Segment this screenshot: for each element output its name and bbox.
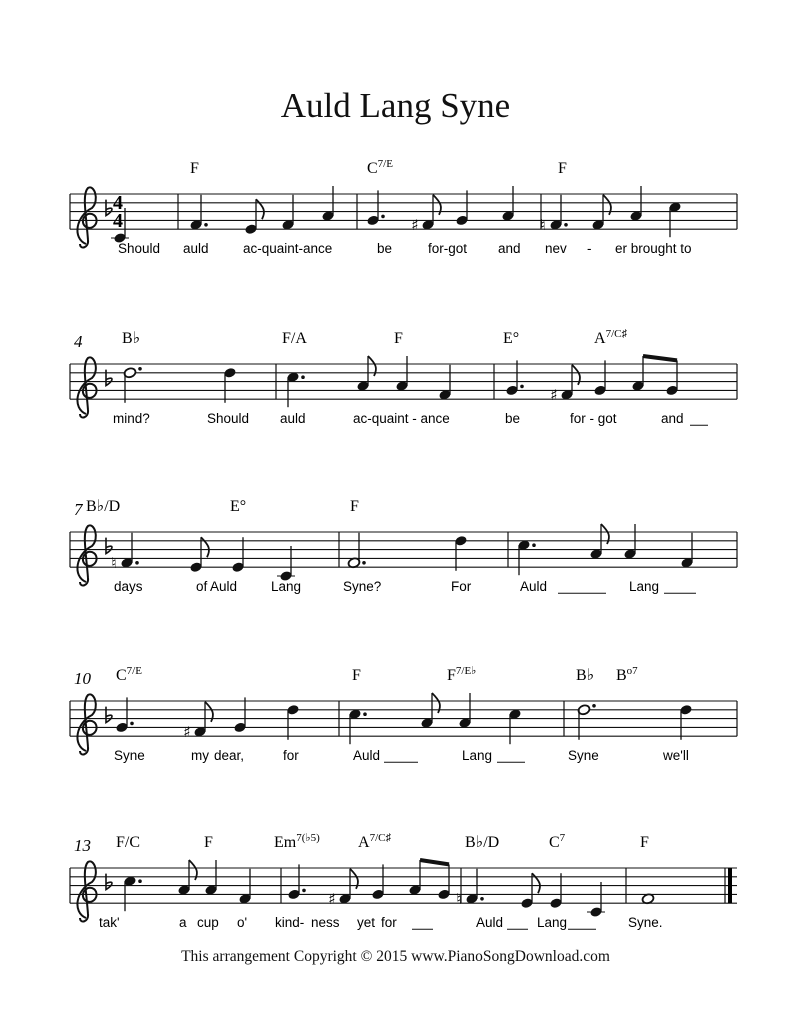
dot — [520, 385, 524, 389]
lyric-syllable: o' — [237, 915, 248, 931]
key-signature-flat-icon — [106, 538, 112, 554]
chord-symbol — [447, 665, 476, 684]
lyric-syllable: and — [498, 241, 521, 257]
chord-root: B♭/D — [86, 498, 121, 515]
lyric-syllable: we'll — [663, 748, 689, 764]
chord-root: F — [352, 667, 361, 684]
lyric-syllable: of — [196, 579, 208, 595]
note-flag — [256, 199, 264, 219]
lyric-syllable: Lang — [537, 915, 568, 931]
copyright-notice: This arrangement Copyright © 2015 www.PianoSongDownload.com — [181, 948, 610, 965]
chord-root: F — [190, 160, 199, 177]
lyric-syllable: Syne. — [628, 915, 663, 931]
staff-system — [70, 328, 737, 426]
dot — [592, 704, 596, 708]
chord-symbol — [358, 832, 391, 851]
lyric-syllable: yet — [357, 915, 376, 931]
dot — [135, 561, 139, 565]
chord-root: F — [394, 330, 403, 347]
lyric-syllable: er brought to — [615, 241, 692, 257]
staff-system — [70, 665, 737, 763]
chord-root: Em — [274, 834, 297, 851]
lyric-syllable: auld — [183, 241, 209, 257]
treble-clef-icon — [77, 694, 96, 754]
treble-clef-icon — [77, 525, 96, 585]
dot — [301, 375, 305, 379]
sharp-icon: ♯ — [411, 215, 419, 234]
treble-clef-icon — [77, 187, 96, 247]
chord-symbol — [640, 834, 649, 851]
chord-root: C — [367, 160, 378, 177]
chord-symbol — [190, 160, 199, 177]
song-title: Auld Lang Syne — [280, 86, 511, 125]
chord-symbol — [549, 832, 566, 851]
chord-root: F — [204, 834, 213, 851]
lyric-syllable: nev — [545, 241, 567, 257]
lyric-syllable: Syne — [114, 748, 145, 764]
chord-extension: 7/E♭ — [455, 665, 477, 677]
chord-root: F/A — [282, 330, 307, 347]
dot — [302, 889, 306, 893]
lyric-syllable: ness — [311, 915, 340, 931]
chord-root: B♭ — [576, 667, 595, 684]
lyric-syllable: days — [114, 579, 143, 595]
lyric-syllable: for — [283, 748, 299, 764]
lyric-syllable: kind- — [275, 915, 305, 931]
chord-symbol — [122, 330, 140, 347]
chord-extension: 7/E — [126, 665, 142, 677]
chord-root: E° — [503, 330, 520, 347]
lyric-syllable: - — [587, 241, 592, 257]
note-beam — [420, 860, 449, 864]
chord-symbol — [86, 498, 120, 515]
chord-symbol — [367, 158, 393, 177]
lyric-syllable: Auld — [353, 748, 381, 764]
chord-symbol — [503, 330, 519, 347]
dot — [362, 561, 366, 565]
dot — [138, 879, 142, 883]
treble-clef-icon — [77, 357, 96, 417]
measure-number: 7 — [74, 500, 83, 519]
lyric-syllable: cup — [197, 915, 219, 931]
natural-icon: ♮ — [456, 889, 462, 908]
lyric-syllable: Auld — [210, 579, 238, 595]
chord-extension: 7/C♯ — [369, 832, 391, 844]
lyric-syllable: Lang — [629, 579, 660, 595]
chord-root: B — [616, 667, 627, 684]
dot — [532, 543, 536, 547]
chord-symbol — [116, 834, 140, 851]
key-signature-flat-icon — [106, 707, 112, 723]
lyric-syllable: ac-quaint - ance — [353, 411, 450, 427]
key-signature-flat-icon — [106, 370, 112, 386]
lyric-syllable: tak' — [99, 915, 120, 931]
chord-root: B♭/D — [465, 834, 500, 851]
natural-icon: ♮ — [111, 553, 117, 572]
dot — [564, 223, 568, 227]
lyric-syllable: for-got — [428, 241, 468, 257]
chord-symbol — [282, 330, 307, 347]
chord-extension: 7 — [559, 832, 566, 844]
chord-symbol — [274, 832, 320, 851]
time-signature-top: 4 — [113, 192, 123, 214]
note-flag — [201, 537, 209, 557]
dot — [381, 215, 385, 219]
staff-system — [70, 498, 737, 594]
chord-extension: o7 — [626, 665, 638, 677]
chord-symbol — [576, 667, 594, 684]
chord-extension: 7(♭5) — [296, 832, 320, 844]
chord-symbol — [394, 330, 403, 347]
final-barline-thick — [728, 868, 732, 903]
chord-root: C — [549, 834, 560, 851]
natural-icon: ♮ — [540, 215, 546, 234]
chord-root: F — [640, 834, 649, 851]
sharp-icon: ♯ — [550, 385, 558, 404]
chord-symbol — [616, 665, 638, 684]
lyric-syllable: ac-quaint-ance — [243, 241, 333, 257]
chord-root: F/C — [116, 834, 141, 851]
chord-root: F — [558, 160, 567, 177]
chord-root: F — [350, 498, 359, 515]
chord-symbol — [116, 665, 142, 684]
lyric-syllable: a — [179, 915, 187, 931]
dot — [130, 722, 134, 726]
chord-symbol — [594, 328, 627, 347]
chord-root: B♭ — [122, 330, 141, 347]
chord-root: E° — [230, 498, 247, 515]
lyric-syllable: be — [505, 411, 521, 427]
measure-number: 13 — [74, 836, 91, 855]
dot — [363, 712, 367, 716]
lyric-syllable: Syne? — [343, 579, 382, 595]
lyric-syllable: Should — [207, 411, 250, 427]
dot — [480, 897, 484, 901]
sharp-icon: ♯ — [328, 889, 336, 908]
chord-root: C — [116, 667, 127, 684]
lyric-syllable: my — [191, 748, 209, 764]
chord-root: A — [594, 330, 606, 347]
chord-root: F — [447, 667, 456, 684]
chord-root: A — [358, 834, 370, 851]
time-signature-bottom: 4 — [113, 210, 123, 232]
dot — [138, 367, 142, 371]
treble-clef-icon — [77, 861, 96, 921]
chord-symbol — [350, 498, 359, 515]
measure-number: 4 — [74, 332, 83, 351]
lyric-syllable: Auld — [476, 915, 504, 931]
lyric-syllable: For — [451, 579, 472, 595]
lyric-syllable: Syne — [568, 748, 599, 764]
lyric-syllable: Should — [118, 241, 161, 257]
lyric-syllable: auld — [280, 411, 306, 427]
chord-symbol — [204, 834, 213, 851]
dot — [204, 223, 208, 227]
staff-system — [70, 158, 737, 256]
measure-number: 10 — [74, 669, 91, 688]
lyric-syllable: mind? — [113, 411, 150, 427]
note-beam — [643, 356, 677, 360]
lyric-syllable: dear, — [214, 748, 245, 764]
lyric-syllable: for — [381, 915, 397, 931]
lyric-syllable: Lang — [462, 748, 493, 764]
sharp-icon: ♯ — [183, 722, 191, 741]
chord-symbol — [558, 160, 567, 177]
chord-symbol — [465, 834, 499, 851]
lyric-syllable: for - got — [570, 411, 617, 427]
note-flag — [532, 873, 540, 893]
chord-extension: 7/C♯ — [605, 328, 627, 340]
lyric-syllable: be — [377, 241, 393, 257]
chord-extension: 7/E — [377, 158, 393, 170]
lyric-syllable: and — [661, 411, 684, 427]
key-signature-flat-icon — [106, 200, 112, 216]
staff-system — [70, 832, 737, 930]
key-signature-flat-icon — [106, 874, 112, 890]
chord-symbol — [352, 667, 361, 684]
lyric-syllable: Auld — [520, 579, 548, 595]
lyric-syllable: Lang — [271, 579, 302, 595]
chord-symbol — [230, 498, 246, 515]
